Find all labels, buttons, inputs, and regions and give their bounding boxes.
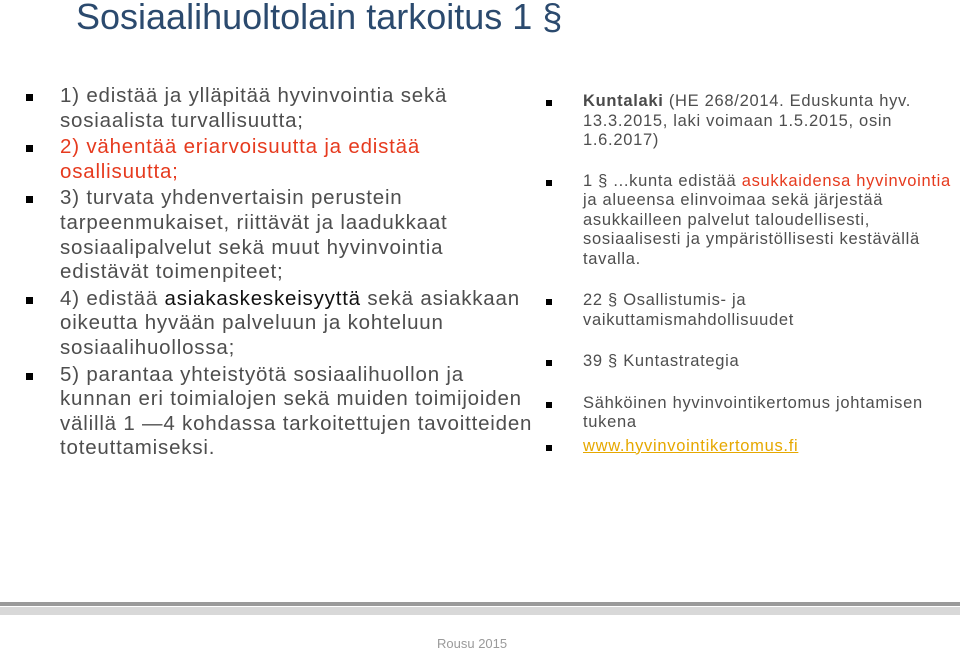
item-highlight: asukkaidensa hyvinvointia — [741, 171, 951, 190]
list-item — [543, 437, 953, 457]
hyvinvointikertomus-link[interactable]: www.hyvinvointikertomus.fi — [583, 436, 799, 455]
list-item — [24, 186, 534, 284]
right-bullet-list — [543, 92, 953, 456]
item-text: 1) edistää ja ylläpitää hyvinvointia sekä sosiaalista turvallisuutta; — [60, 84, 448, 132]
item-bold: Kuntalaki — [583, 92, 664, 110]
item-text: Sähköinen hyvinvointikertomus johtamisen tukena — [583, 393, 923, 431]
item-text-suffix: ja alueensa elinvoimaa sekä järjestää asukkailleen palvelut taloudellisesti, sosiaalisesti ja ympäristöllisesti kestävällä tavalla. — [583, 191, 920, 268]
slide-title: Sosiaalihuoltolain tarkoitus 1 § — [76, 0, 563, 37]
item-text-prefix: 1 § ...kunta edistää — [583, 171, 742, 190]
square-bullet-icon — [546, 180, 552, 186]
list-item — [24, 363, 534, 461]
left-bullet-list — [24, 84, 534, 461]
square-bullet-icon — [546, 402, 552, 408]
list-item — [543, 92, 953, 151]
item-highlight: asiakaskeskeisyyttä — [164, 286, 361, 310]
footer-divider — [0, 602, 960, 606]
square-bullet-icon — [546, 360, 552, 366]
list-item — [24, 287, 534, 361]
item-text: 3) turvata yhdenvertaisin perustein tarpeenmukaiset, riittävät ja laadukkaat sosiaalipalvelut sekä muut hyvinvointia edistävät toimenpiteet; — [60, 186, 448, 284]
footer-author: Rousu 2015 — [437, 636, 508, 651]
footer-divider-shadow — [0, 607, 960, 615]
item-text: 39 § Kuntastrategia — [583, 352, 740, 370]
item-text-suffix: sekä asiakkaan oikeutta hyvään palveluun ja kohteluun sosiaalihuollossa; — [60, 286, 520, 359]
square-bullet-icon — [26, 297, 33, 304]
square-bullet-icon — [26, 94, 33, 101]
list-item — [24, 84, 534, 133]
item-text-prefix: 4) edistää — [60, 286, 165, 310]
list-item — [24, 135, 534, 184]
item-text: 22 § Osallistumis- ja vaikuttamismahdollisuudet — [583, 291, 795, 329]
square-bullet-icon — [546, 100, 552, 106]
left-column — [24, 84, 534, 461]
item-text: (HE 268/2014. Eduskunta hyv. 13.3.2015, laki voimaan 1.5.2015, osin 1.6.2017) — [583, 92, 912, 149]
right-column — [543, 92, 953, 456]
square-bullet-icon — [546, 299, 552, 305]
list-item — [543, 291, 953, 330]
square-bullet-icon — [26, 373, 33, 380]
list-item — [543, 172, 953, 270]
square-bullet-icon — [26, 196, 33, 203]
list-item — [543, 352, 953, 372]
item-text: 5) parantaa yhteistyötä sosiaalihuollon ja kunnan eri toimialojen sekä muiden toimijoiden välillä 1 —4 kohdassa tarkoitettujen tavoitteiden toteuttamiseksi. — [60, 362, 533, 460]
square-bullet-icon — [26, 145, 33, 152]
square-bullet-icon — [546, 445, 552, 451]
list-item — [543, 394, 953, 433]
item-text: 2) vähentää eriarvoisuutta ja edistää osallisuutta; — [60, 135, 421, 183]
